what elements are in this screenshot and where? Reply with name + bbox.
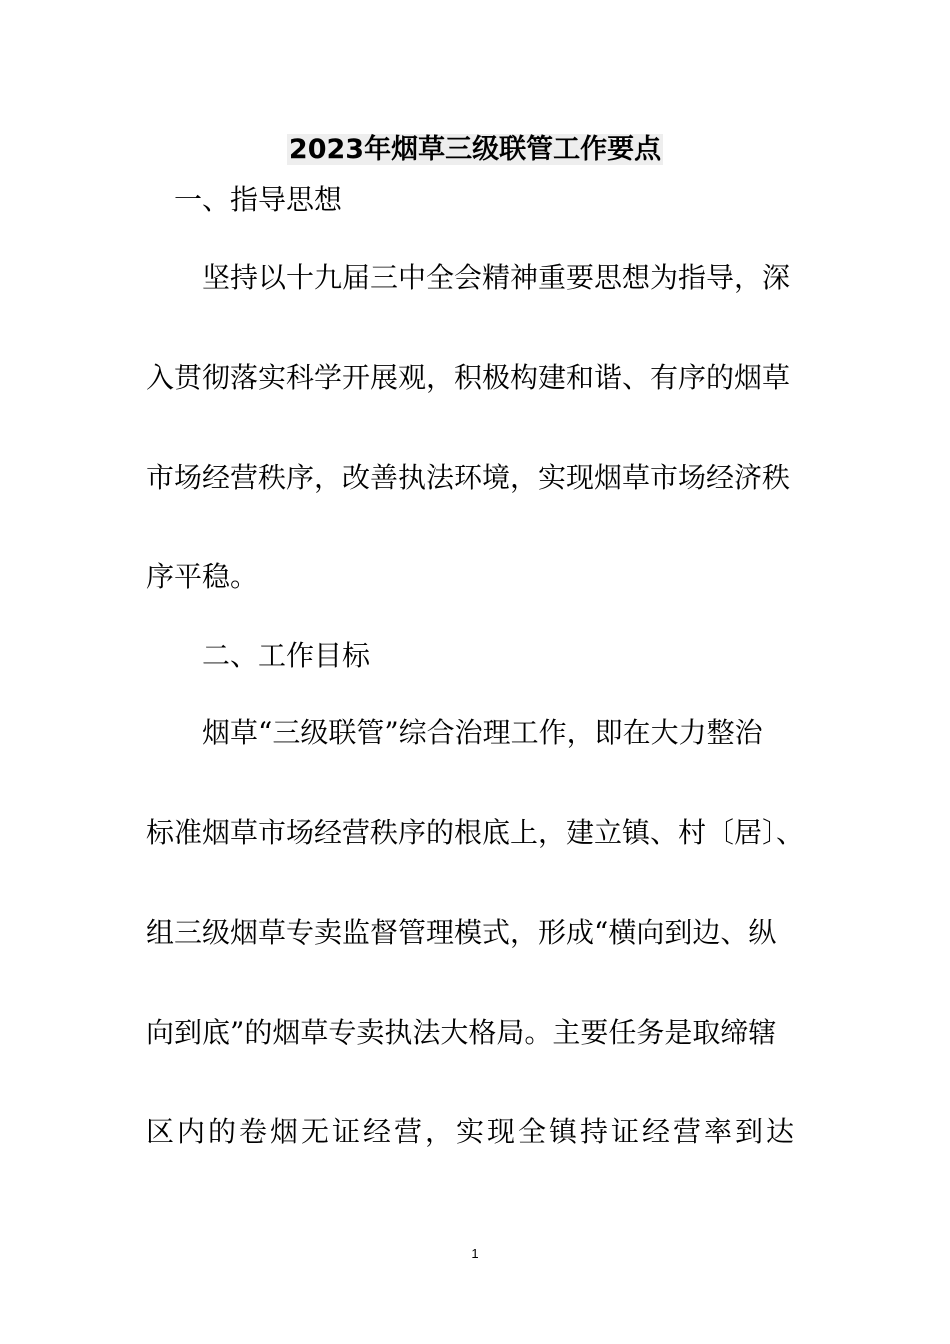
paragraph-line: 标准烟草市场经营秩序的根底上，建立镇、村〔居〕、 [146,816,805,849]
paragraph-line: 组三级烟草专卖监督管理模式，形成“横向到边、纵 [146,916,777,949]
paragraph-line: 序平稳。 [146,560,259,593]
paragraph-line: 烟草“三级联管”综合治理工作，即在大力整治 [202,716,763,749]
page-number: 1 [471,1246,479,1261]
document-title [0,130,950,170]
paragraph-line: 区内的卷烟无证经营，实现全镇持证经营率到达 [146,1115,798,1148]
paragraph-line: 向到底”的烟草专卖执法大格局。主要任务是取缔辖 [146,1016,777,1049]
paragraph-line: 入贯彻落实科学开展观，积极构建和谐、有序的烟草 [146,361,791,394]
document-title-text: 2023年烟草三级联管工作要点 [288,134,662,165]
paragraph-line: 坚持以十九届三中全会精神重要思想为指导，深 [202,261,791,294]
section-heading-2: 二、工作目标 [202,639,371,672]
section-heading-1: 一、指导思想 [174,183,343,216]
paragraph-line: 市场经营秩序，改善执法环境，实现烟草市场经济秩 [146,461,791,494]
